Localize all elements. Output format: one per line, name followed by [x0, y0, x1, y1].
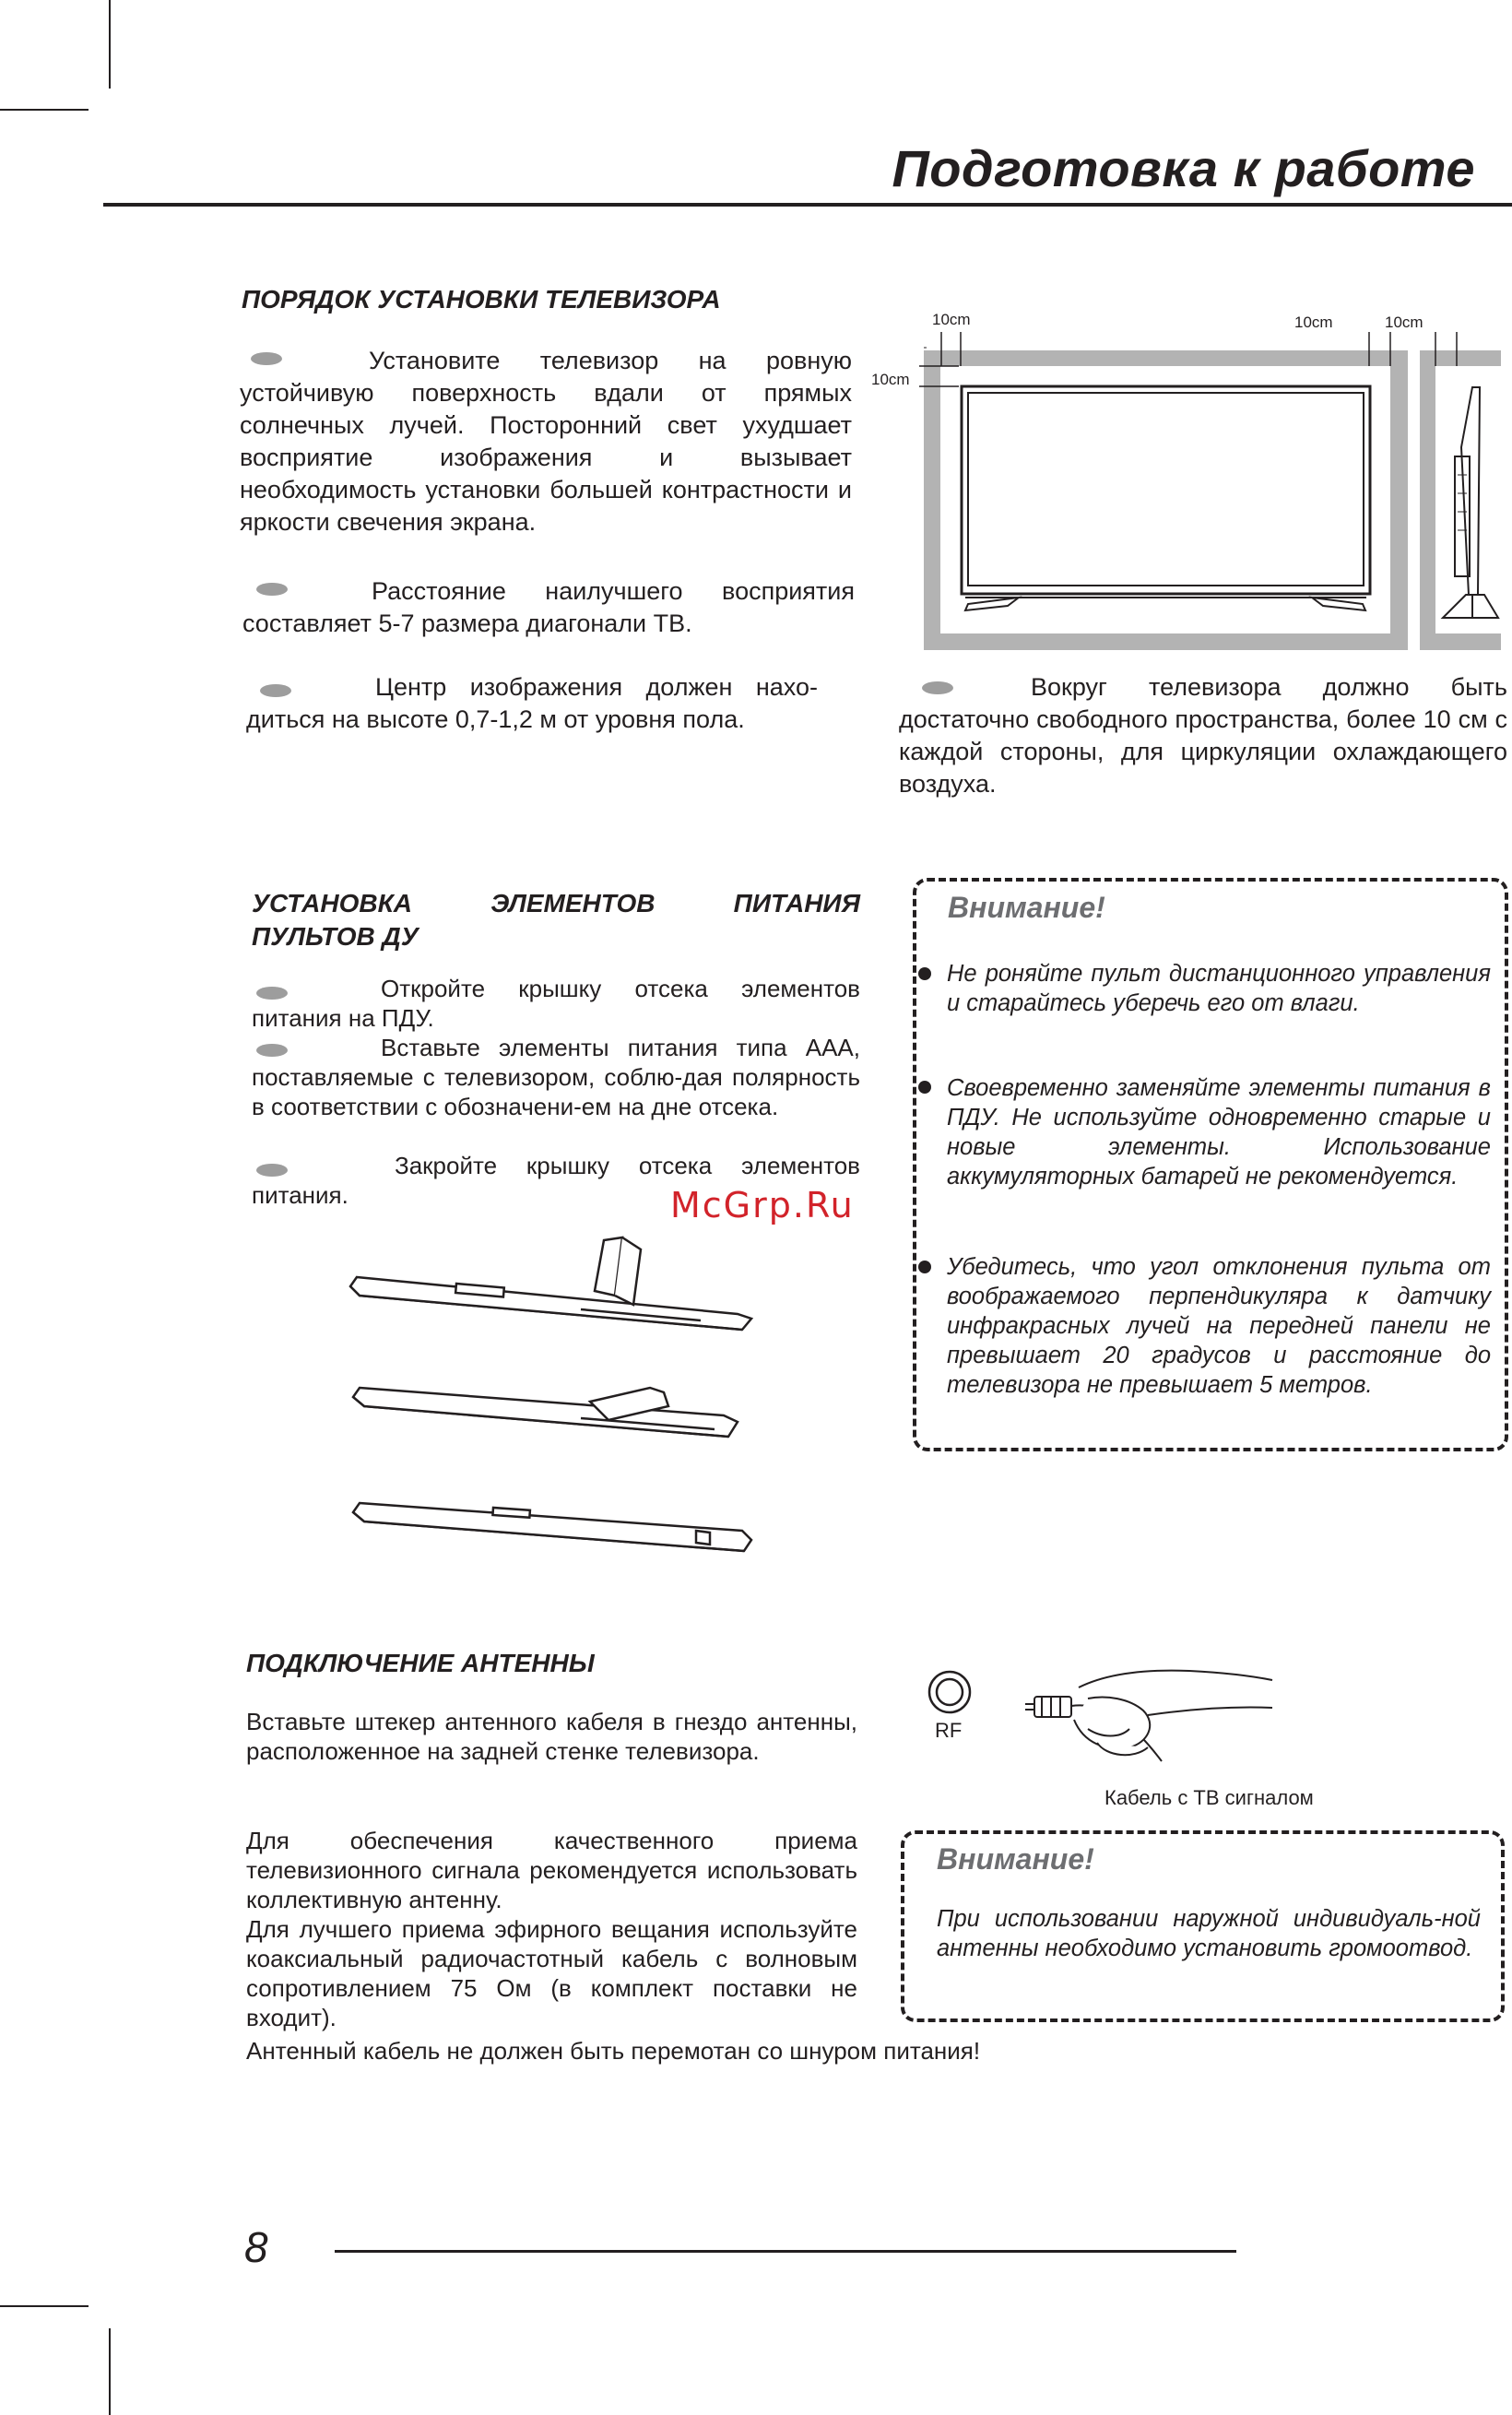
watermark: McGrp.Ru — [670, 1185, 855, 1225]
antenna-paragraph-4: Антенный кабель не должен быть перемотан со шнуром питания! — [246, 2037, 981, 2065]
warning-item-3: Убедитесь, что угол отклонения пульта от воображаемого перпендикуляра к датчику инфракрасных лучей на передней панели не превышает 20 градусов и расстояние до телевизора не превышает 5 метров. — [947, 1254, 1491, 1398]
batteries-paragraph-1: Откройте крышку отсека элементов питания на ПДУ. — [252, 975, 860, 1032]
batteries-paragraph-3: Закройте крышку отсека элементов питания. — [252, 1152, 860, 1209]
batteries-heading-line-1: УСТАНОВКА ЭЛЕМЕНТОВ ПИТАНИЯ — [252, 889, 860, 917]
batteries-heading-line-2: ПУЛЬТОВ ДУ — [252, 922, 419, 951]
install-paragraph-3: Центр изображения должен нахо-диться на высоте 0,7-1,2 м от уровня пола. — [246, 673, 818, 733]
antenna-paragraph-2: Для обеспечения качественного приема телевизионного сигнала рекомендуется использовать коллективную антенну. — [246, 1827, 857, 1913]
clearance-label-top-left: 10cm — [932, 311, 971, 328]
warning-title: Внимание! — [937, 1842, 1094, 1876]
antenna-paragraph-1: Вставьте штекер антенного кабеля в гнездо антенны, расположенное на задней стенке телевизора. — [246, 1708, 857, 1765]
install-paragraph-1: Установите телевизор на ровную устойчивую поверхность вдали от прямых солнечных лучей. Посторонний свет ухудшает восприятие изображения и вызывает необходимость установки большей контрастности и яркости свечения экрана. — [240, 347, 852, 536]
title-rule — [103, 203, 1512, 207]
antenna-heading: ПОДКЛЮЧЕНИЕ АНТЕННЫ — [246, 1649, 595, 1677]
tv-clearance-diagram — [853, 309, 1507, 659]
crop-mark — [109, 0, 111, 89]
warning-item-1: Не роняйте пульт дистанционного управления и старайтесь уберечь его от влаги. — [947, 961, 1491, 1016]
warning-title: Внимание! — [948, 891, 1105, 924]
cable-caption: Кабель с ТВ сигналом — [1104, 1786, 1314, 1809]
crop-mark — [0, 109, 89, 111]
install-paragraph-2: Расстояние наилучшего восприятия составляет 5-7 размера диагонали ТВ. — [242, 577, 855, 637]
clearance-label-side: 10cm — [1385, 314, 1423, 331]
bullet-icon — [918, 1081, 931, 1094]
clearance-label-left: 10cm — [871, 371, 910, 388]
bullet-icon — [918, 967, 931, 980]
antenna-paragraph-3: Для лучшего приема эфирного вещания используйте коаксиальный радиочастотный кабель с волновым сопротивлением 75 Ом (в комплект поставки не входит). — [246, 1915, 857, 2031]
clearance-label-top-right: 10cm — [1294, 314, 1333, 331]
rf-label: RF — [935, 1719, 963, 1742]
rf-connector-illustration — [922, 1660, 1291, 1789]
install-heading: ПОРЯДОК УСТАНОВКИ ТЕЛЕВИЗОРА — [242, 285, 721, 314]
batteries-heading — [252, 887, 860, 953]
remote-battery-illustration — [346, 1226, 761, 1577]
footer-rule — [335, 2250, 1236, 2253]
warning-item-2: Своевременно заменяйте элементы питания в ПДУ. Не используйте одновременно старые и новые элементы. Использование аккумуляторных батарей не рекомендуется. — [947, 1075, 1491, 1190]
batteries-paragraph-2: Вставьте элементы питания типа ААА, поставляемые с телевизором, соблю-дая полярность в соответствии с обозначени-ем на дне отсека. — [252, 1034, 860, 1120]
install-paragraph-4: Вокруг телевизора должно быть достаточно свободного пространства, более 10 см с каждой стороны, для циркуляции охлаждающего воздуха. — [899, 673, 1507, 798]
warning-antenna-text: При использовании наружной индивидуаль-ной антенны необходимо установить громоотвод. — [937, 1906, 1481, 1961]
page-title: Подготовка к работе — [892, 139, 1475, 197]
crop-mark — [109, 2328, 111, 2415]
bullet-icon — [918, 1261, 931, 1273]
crop-mark — [0, 2305, 89, 2307]
page-number: 8 — [244, 2223, 268, 2271]
